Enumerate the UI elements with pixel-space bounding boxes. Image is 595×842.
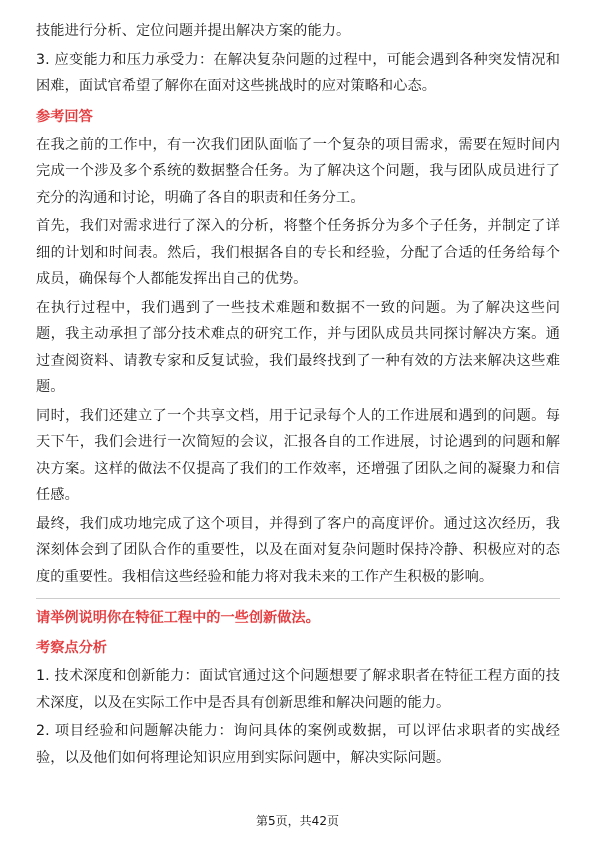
- section-heading-analysis: 考察点分析: [36, 640, 107, 656]
- answer-paragraph: 首先，我们对需求进行了深入的分析，将整个任务拆分为多个子任务，并制定了详细的计划和时间表。然后，我们根据各自的专长和经验，分配了合适的任务给每个成员，确保每个人都能发挥出自己的优势。: [36, 218, 560, 287]
- answer-paragraph: 在我之前的工作中，有一次我们团队面临了一个复杂的项目需求，需要在短时间内完成一个涉及多个系统的数据整合任务。为了解决这个问题，我与团队成员进行了充分的沟通和讨论，明确了各自的职责和任务分工。: [36, 136, 560, 206]
- section-heading-answer: 参考回答: [36, 108, 93, 125]
- document-page: [36, 18, 560, 773]
- text-line: 技能进行分析、定位问题并提出解决方案的能力。: [36, 23, 351, 39]
- answer-paragraph: 最终，我们成功地完成了这个项目，并得到了客户的高度评价。通过这次经历，我深刻体会到了团队合作的重要性，以及在面对复杂问题时保持冷静、积极应对的态度的重要性。我相信这些经验和能力将对我未来的工作产生积极的影响。: [36, 515, 560, 585]
- analysis-point: 1. 技术深度和创新能力：面试官通过这个问题想要了解求职者在特征工程方面的技术深度，以及在实际工作中是否具有创新思维和解决问题的能力。: [36, 668, 560, 711]
- page-number: 第5页，共42页: [256, 814, 339, 828]
- answer-paragraph: 同时，我们还建立了一个共享文档，用于记录每个人的工作进展和遇到的问题。每天下午，我们会进行一次简短的会议，汇报各自的工作进展，讨论遇到的问题和解决方案。这样的做法不仅提高了我们的工作效率，还增强了团队之间的凝聚力和信任感。: [36, 407, 560, 503]
- analysis-point: 2. 项目经验和问题解决能力：询问具体的案例或数据，可以评估求职者的实战经验，以及他们如何将理论知识应用到实际问题中，解决实际问题。: [36, 723, 560, 766]
- list-item: 3. 应变能力和压力承受力：在解决复杂问题的过程中，可能会遇到各种突发情况和困难，面试官希望了解你在面对这些挑战时的应对策略和心态。: [36, 51, 560, 94]
- section-divider: [36, 598, 560, 599]
- question-title: 请举例说明你在特征工程中的一些创新做法。: [36, 610, 320, 626]
- answer-paragraph: 在执行过程中，我们遇到了一些技术难题和数据不一致的问题。为了解决这些问题，我主动承担了部分技术难点的研究工作，并与团队成员共同探讨解决方案。通过查阅资料、请教专家和反复试验，我们最终找到了一种有效的方法来解决这些难题。: [36, 299, 560, 395]
